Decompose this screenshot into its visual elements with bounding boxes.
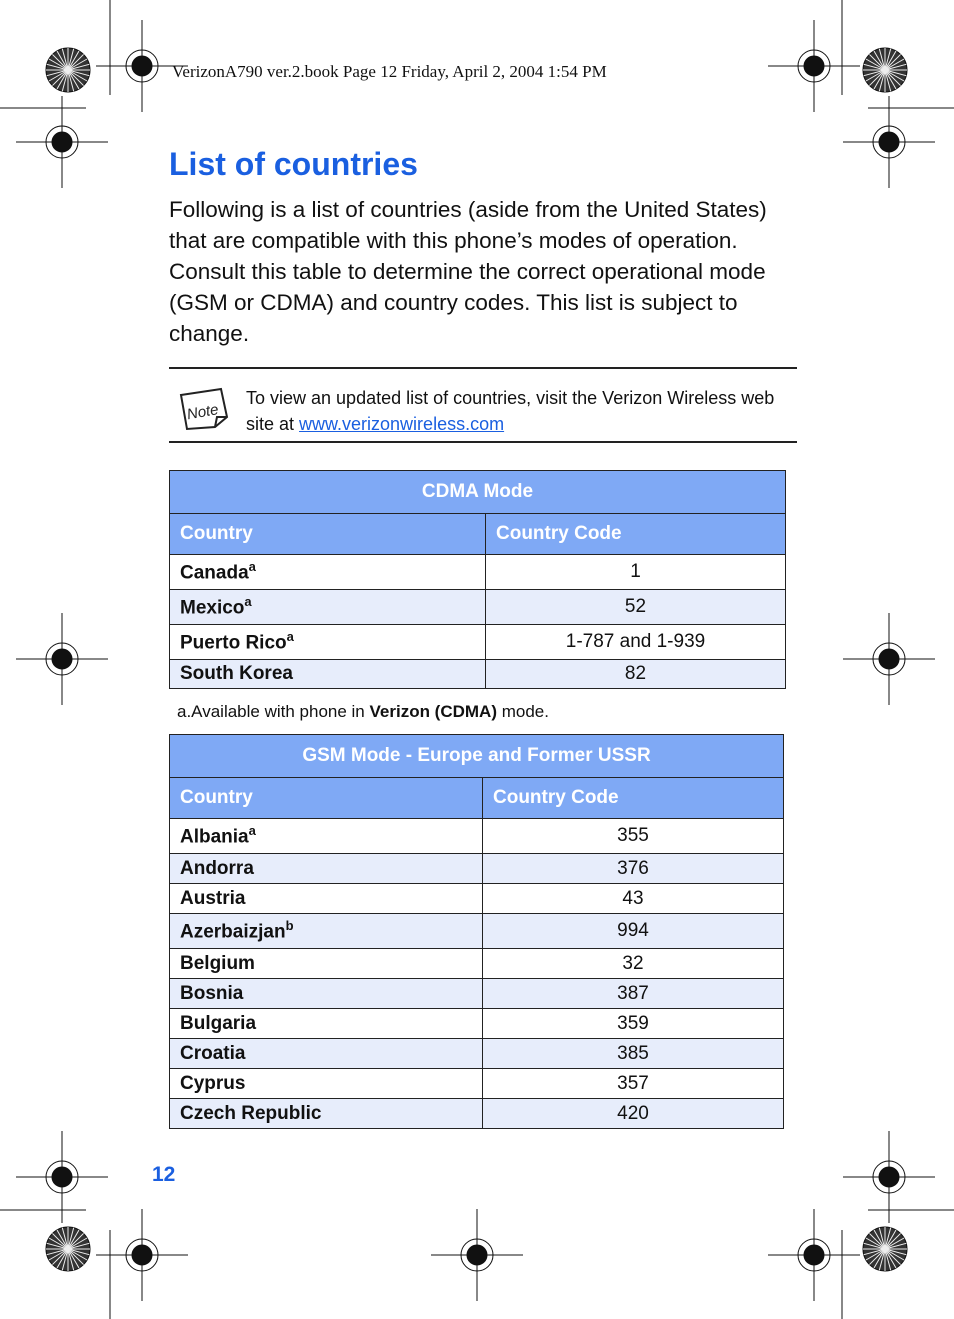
table-row	[170, 1099, 784, 1129]
country-cell: Croatia	[170, 1039, 483, 1069]
table-row	[170, 884, 784, 914]
country-code-cell: 420	[483, 1099, 784, 1129]
color-target-ray	[68, 59, 87, 70]
color-target-ray	[68, 70, 87, 81]
color-target-ray	[68, 54, 84, 70]
color-target-ray	[52, 70, 68, 86]
footnote-marker: a	[248, 559, 256, 575]
country-cell: Bosnia	[170, 979, 483, 1009]
color-target-ray	[885, 70, 901, 86]
color-target-ray	[885, 1249, 904, 1260]
country-cell: Cyprus	[170, 1069, 483, 1099]
color-target-ray	[885, 1238, 904, 1249]
color-target-ray	[47, 1249, 68, 1255]
country-cell: Bulgaria	[170, 1009, 483, 1039]
country-code-cell: 359	[483, 1009, 784, 1039]
country-code-cell: 1	[486, 555, 786, 590]
color-target-ray	[866, 1249, 885, 1260]
country-code-cell: 994	[483, 914, 784, 949]
registration-ring	[46, 1161, 78, 1193]
color-target	[863, 48, 907, 92]
registration-target	[52, 1167, 72, 1187]
color-target-ray	[885, 1233, 901, 1249]
color-target-ray	[885, 70, 906, 76]
color-target-ray	[885, 59, 904, 70]
color-target-ray	[885, 70, 896, 89]
color-target-ray	[885, 1228, 891, 1249]
intro-paragraph: Following is a list of countries (aside from the United States) that are compatible with this phone’s modes of operation. Consult this table to determine the correct operational mode (GSM or CDMA) and country codes. This list is subject to change.	[169, 197, 767, 346]
note-text-body: To view an updated list of countries, visit the Verizon Wireless web site at	[246, 388, 775, 434]
country-cell: Czech Republic	[170, 1099, 483, 1129]
color-target-ray	[49, 1249, 68, 1260]
color-target-ray	[68, 1249, 89, 1255]
color-target-ray	[864, 70, 885, 76]
table-row	[170, 819, 784, 854]
color-target-ray	[885, 1249, 896, 1268]
country-cell: Canada$^a$	[170, 555, 486, 590]
registration-target	[804, 56, 824, 76]
color-target-ray	[879, 1228, 885, 1249]
color-target-ray	[68, 1228, 74, 1249]
cdma-table-title: CDMA Mode	[170, 471, 786, 514]
registration-ring	[46, 126, 78, 158]
registration-target	[132, 1245, 152, 1265]
color-target-ray	[885, 1249, 891, 1270]
color-target-ray	[866, 1238, 885, 1249]
footnote-suffix: mode.	[497, 702, 549, 721]
country-code-cell: 385	[483, 1039, 784, 1069]
registration-target	[52, 132, 72, 152]
country-cell: South Korea	[170, 660, 486, 689]
footnote-marker: a	[248, 823, 256, 839]
footnote-marker: b	[285, 918, 294, 934]
page-number: 12	[152, 1163, 176, 1186]
color-target-ray	[866, 59, 885, 70]
color-target-ray	[874, 51, 885, 70]
color-target-ray	[68, 51, 79, 70]
color-target-ray	[879, 70, 885, 91]
color-target-ray	[49, 59, 68, 70]
color-target-ray	[47, 64, 68, 70]
color-target-ray	[864, 1243, 885, 1249]
footnote-marker: a	[244, 594, 252, 610]
country-cell: Puerto Rico$^a$	[170, 625, 486, 660]
registration-ring	[46, 643, 78, 675]
color-target-ray	[57, 1249, 68, 1268]
color-target-ray	[885, 1243, 906, 1249]
color-target-ray	[68, 1249, 74, 1270]
country-cell: Azerbaizjan$^b$	[170, 914, 483, 949]
color-target-ray	[68, 49, 74, 70]
color-target-ray	[68, 70, 84, 86]
registration-ring	[873, 643, 905, 675]
color-target-ray	[62, 49, 68, 70]
table-row	[170, 979, 784, 1009]
page-title: List of countries	[169, 146, 418, 182]
color-target-ray	[52, 54, 68, 70]
color-target-ray	[885, 70, 904, 81]
country-cell: Andorra	[170, 854, 483, 884]
color-target-ray	[869, 70, 885, 86]
color-target-ray	[62, 1228, 68, 1249]
table-row	[170, 949, 784, 979]
table-row	[170, 1069, 784, 1099]
registration-ring	[126, 50, 158, 82]
color-target-ray	[68, 70, 89, 76]
registration-target	[879, 649, 899, 669]
color-target-ray	[866, 70, 885, 81]
color-target-ray	[49, 70, 68, 81]
registration-target	[804, 1245, 824, 1265]
color-target-ray	[869, 1233, 885, 1249]
color-target-ray	[68, 1249, 84, 1265]
registration-target	[879, 1167, 899, 1187]
color-target-ray	[885, 64, 906, 70]
verizon-link[interactable]: www.verizonwireless.com	[299, 414, 505, 434]
table-row	[170, 1009, 784, 1039]
color-target-ray	[879, 1249, 885, 1270]
registration-ring	[798, 50, 830, 82]
country-cell: Belgium	[170, 949, 483, 979]
country-cell: Austria	[170, 884, 483, 914]
color-target-ray	[885, 1249, 901, 1265]
color-target-ray	[68, 70, 79, 89]
country-cell: Mexico$^a$	[170, 590, 486, 625]
color-target-ray	[68, 1249, 79, 1268]
table-row	[170, 625, 786, 660]
color-target-ray	[49, 1238, 68, 1249]
gsm-col-code: Country Code	[483, 778, 784, 819]
registration-ring	[873, 1161, 905, 1193]
color-target-ray	[68, 1233, 84, 1249]
color-target-ray	[47, 1243, 68, 1249]
registration-ring	[126, 1239, 158, 1271]
table-row	[170, 1039, 784, 1069]
color-target-ray	[47, 70, 68, 76]
color-target-ray	[864, 1249, 885, 1255]
color-target-ray	[874, 1249, 885, 1268]
color-target-ray	[68, 1238, 87, 1249]
color-target-ray	[52, 1233, 68, 1249]
color-target-ray	[62, 70, 68, 91]
country-cell: Albania$^a$	[170, 819, 483, 854]
table-row	[170, 555, 786, 590]
color-target-ray	[68, 70, 74, 91]
registration-target	[132, 56, 152, 76]
color-target-ray	[885, 54, 901, 70]
registration-target	[879, 132, 899, 152]
registration-target	[52, 649, 72, 669]
color-target-ray	[885, 1230, 896, 1249]
color-target-ray	[885, 49, 891, 70]
note-box	[169, 367, 797, 443]
gsm-col-country: Country	[170, 778, 483, 819]
gsm-table-title: GSM Mode - Europe and Former USSR	[170, 735, 784, 778]
color-target-ray	[885, 51, 896, 70]
country-code-cell: 32	[483, 949, 784, 979]
table-row	[170, 590, 786, 625]
color-target-ray	[68, 1249, 87, 1260]
registration-ring	[461, 1239, 493, 1271]
table-row	[170, 914, 784, 949]
country-code-cell: 43	[483, 884, 784, 914]
color-target-ray	[879, 49, 885, 70]
color-target-ray	[874, 1230, 885, 1249]
color-target-ray	[874, 70, 885, 89]
color-target-ray	[68, 64, 89, 70]
note-text	[246, 385, 791, 437]
color-target	[46, 1227, 90, 1271]
footnote-bold: Verizon (CDMA)	[369, 702, 497, 721]
color-target-ray	[864, 64, 885, 70]
cdma-table	[169, 470, 786, 689]
footnote-prefix: a.Available with phone in	[177, 702, 370, 721]
footnote	[177, 702, 549, 722]
color-target-ray	[68, 1243, 89, 1249]
color-target-ray	[885, 1249, 906, 1255]
color-target-ray	[57, 70, 68, 89]
color-target	[46, 48, 90, 92]
note-icon	[171, 383, 233, 433]
color-target-ray	[57, 51, 68, 70]
footnote-marker: a	[286, 629, 294, 645]
table-row	[170, 854, 784, 884]
color-target	[863, 1227, 907, 1271]
country-code-cell: 82	[486, 660, 786, 689]
color-target-ray	[62, 1249, 68, 1270]
cdma-col-country: Country	[170, 514, 486, 555]
country-code-cell: 357	[483, 1069, 784, 1099]
registration-ring	[798, 1239, 830, 1271]
color-target-ray	[57, 1230, 68, 1249]
table-row	[170, 660, 786, 689]
country-code-cell: 1-787 and 1-939	[486, 625, 786, 660]
note-icon-label: Note	[185, 401, 220, 424]
registration-target	[467, 1245, 487, 1265]
color-target-ray	[52, 1249, 68, 1265]
country-code-cell: 376	[483, 854, 784, 884]
print-header: VerizonA790 ver.2.book Page 12 Friday, April 2, 2004 1:54 PM	[172, 62, 607, 81]
gsm-table	[169, 734, 784, 1129]
country-code-cell: 52	[486, 590, 786, 625]
color-target-ray	[885, 70, 891, 91]
color-target-ray	[869, 1249, 885, 1265]
color-target-ray	[869, 54, 885, 70]
country-code-cell: 387	[483, 979, 784, 1009]
country-code-cell: 355	[483, 819, 784, 854]
color-target-ray	[68, 1230, 79, 1249]
registration-ring	[873, 126, 905, 158]
cdma-col-code: Country Code	[486, 514, 786, 555]
